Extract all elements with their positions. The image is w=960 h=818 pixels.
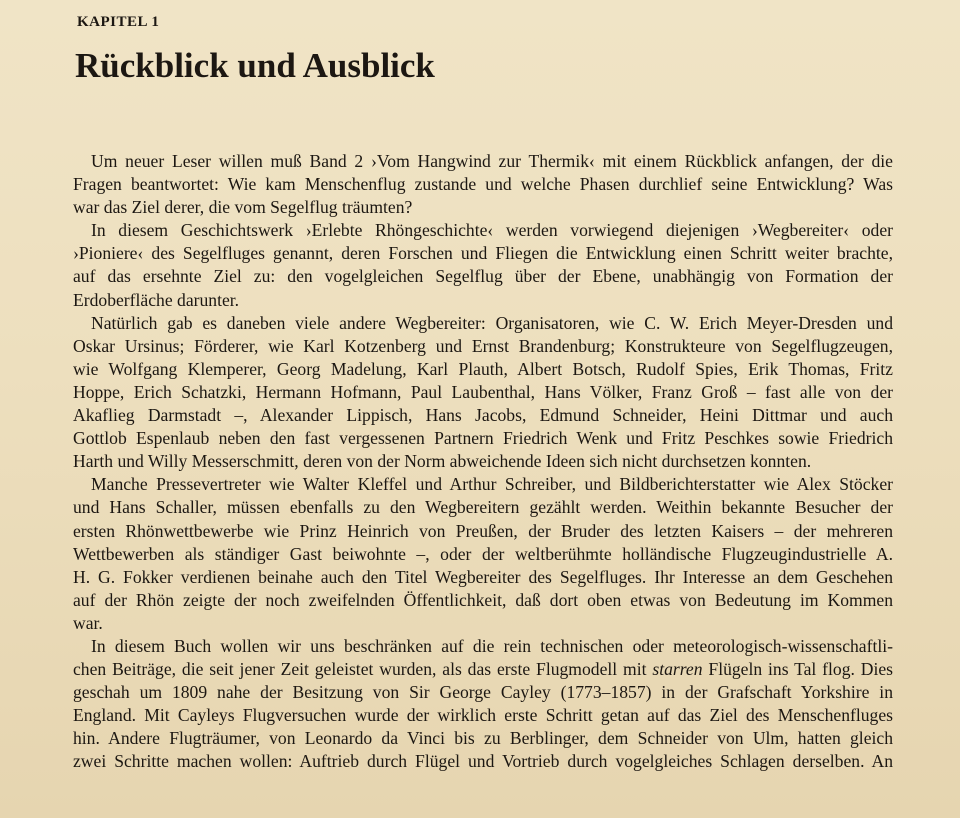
text-line: Natürlich gab es daneben viele andere Wegbereiter: Organisatoren, wie C. W. Erich Meyer-Dresden und (91, 312, 893, 333)
text-line: war das Ziel derer, die vom Segelflug träumten? (73, 197, 413, 218)
text-line: Hoppe, Erich Schatzki, Hermann Hofmann, Paul Laubenthal, Hans Völker, Franz Groß – fast alle von der (73, 381, 893, 402)
text-line: Fragen beantwortet: Wie kam Menschenflug zustande und welche Phasen durchlief seine Entwicklung? Was (73, 174, 893, 195)
chapter-title: Rückblick und Ausblick (75, 46, 435, 85)
text-line: Erdoberfläche darunter. (73, 289, 240, 310)
text-segment: Flügeln ins Tal flog. Dies (702, 659, 894, 680)
text-line: ersten Rhönwettbewerbe wie Prinz Heinrich von Preußen, der Bruder des letzten Kaisers – der mehreren (73, 520, 893, 541)
text-line: auf das ersehnte Ziel zu: den vogelgleichen Segelflug über der Ebene, unabhängig von Formation der (73, 266, 893, 287)
text-line: Harth und Willy Messerschmitt, deren von der Norm abweichende Ideen sich nicht durchsetzen konnten. (73, 451, 812, 472)
paragraph-5 (73, 635, 893, 774)
paragraph-1 (73, 150, 893, 219)
text-line (73, 658, 893, 681)
text-line: England. Mit Cayleys Flugversuchen wurde der wirklich erste Schritt getan auf das Ziel des Menschenfluges (73, 705, 893, 726)
text-segment: chen Beiträge, die seit jener Zeit geleistet wurden, als das erste Flugmodell mit (73, 659, 653, 680)
text-line: zwei Schritte machen wollen: Auftrieb durch Flügel und Vortrieb durch vogelgleiches Schlagen derselben. An (73, 751, 893, 772)
text-line: auf der Rhön zeigte der noch zweifelnden Öffentlichkeit, daß dort oben etwas von Bedeutung im Kommen (73, 589, 893, 610)
text-line: Gottlob Espenlaub neben den fast vergessenen Partnern Friedrich Wenk und Fritz Peschkes sowie Friedrich (73, 428, 893, 449)
paragraph-4 (73, 473, 893, 635)
text-line: Manche Pressevertreter wie Walter Kleffel und Arthur Schreiber, und Bildberichterstatter wie Alex Stöcker (91, 474, 893, 495)
text-line: geschah um 1809 nahe der Besitzung von Sir George Cayley (1773–1857) in der Grafschaft Yorkshire in (73, 682, 893, 703)
text-line: Akaflieg Darmstadt –, Alexander Lippisch, Hans Jacobs, Edmund Schneider, Heini Dittmar und auch (73, 405, 893, 426)
body-text (73, 150, 893, 774)
text-line: wie Wolfgang Klemperer, Georg Madelung, Karl Plauth, Albert Botsch, Rudolf Spies, Erik Thomas, Fritz (73, 358, 893, 379)
chapter-label: KAPITEL 1 (77, 14, 160, 30)
text-line: ›Pioniere‹ des Segelfluges genannt, deren Forschen und Fliegen die Entwicklung einen Schritt weiter brachte, (73, 243, 893, 264)
paragraph-2 (73, 219, 893, 311)
text-line: In diesem Geschichtswerk ›Erlebte Rhöngeschichte‹ werden vorwiegend diejenigen ›Wegbereiter‹ oder (91, 220, 893, 241)
italic-emphasis: starren (652, 659, 703, 680)
text-line: Oskar Ursinus; Förderer, wie Karl Kotzenberg und Ernst Brandenburg; Konstrukteure von Segelflugzeugen, (73, 335, 893, 356)
text-line: und Hans Schaller, müssen ebenfalls zu den Wegbereitern gezählt werden. Weithin bekannte Besucher der (73, 497, 893, 518)
text-line: Um neuer Leser willen muß Band 2 ›Vom Hangwind zur Thermik‹ mit einem Rückblick anfangen, der die (91, 151, 893, 171)
text-line: Wettbewerben als ständiger Gast beiwohnte –, oder der weltberühmte holländische Flugzeugindustrielle A. (73, 543, 893, 564)
paragraph-3 (73, 312, 893, 474)
text-line: war. (73, 612, 103, 633)
text-line: In diesem Buch wollen wir uns beschränken auf die rein technischen oder meteorologisch-wissenschaftli- (91, 635, 893, 656)
text-line: hin. Andere Flugträumer, von Leonardo da Vinci bis zu Berblinger, dem Schneider von Ulm, hatten gleich (73, 728, 893, 749)
text-line: H. G. Fokker verdienen beinahe auch den Titel Wegbereiter des Segelfluges. Ihr Interesse an dem Geschehen (73, 566, 893, 587)
